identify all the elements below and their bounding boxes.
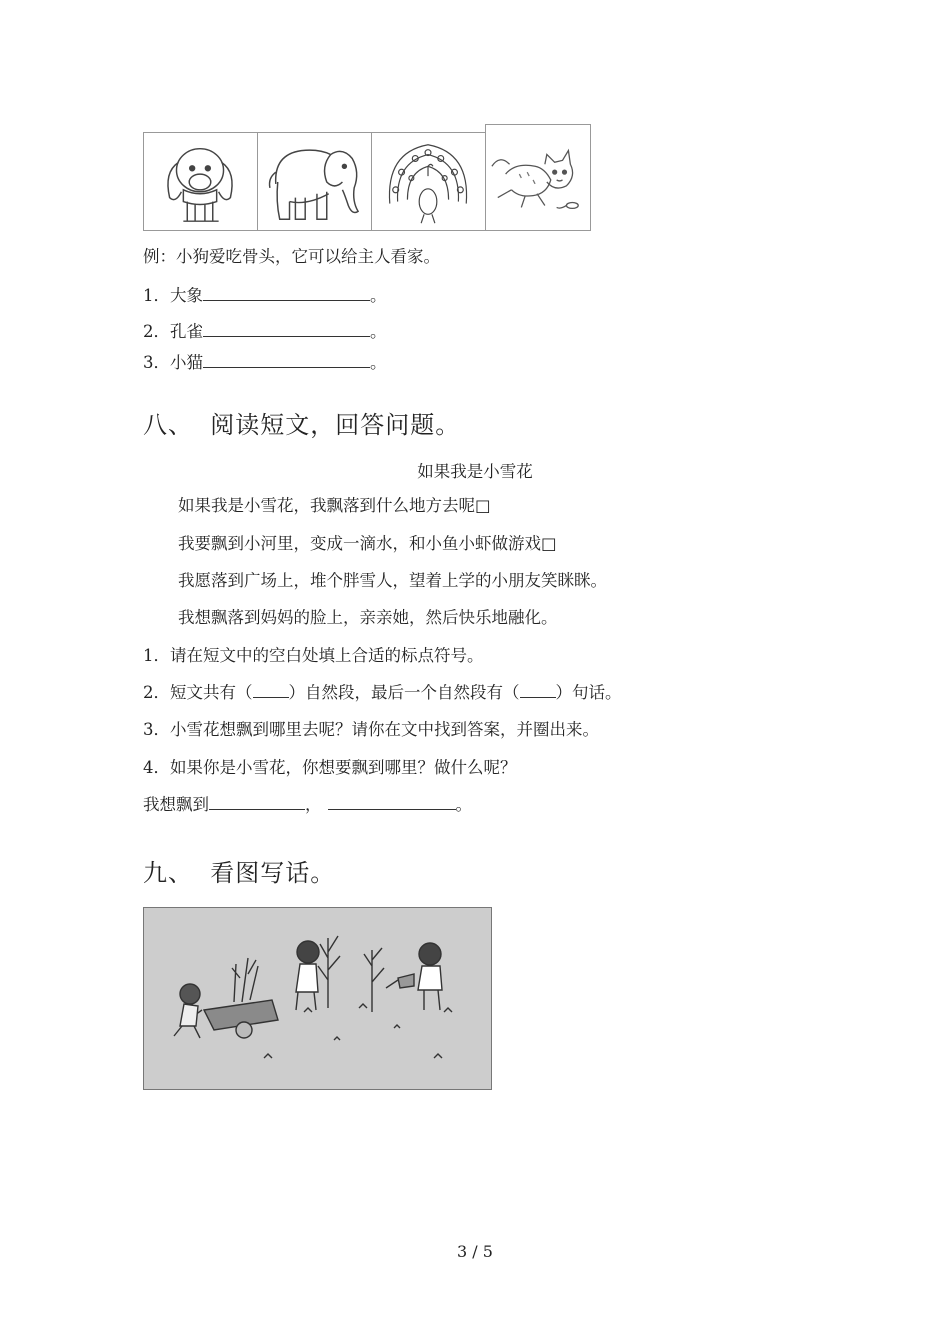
answer-line	[143, 794, 472, 816]
question-3: 3．小雪花想飘到哪里去呢？请你在文中找到答案，并圈出来。	[143, 720, 599, 739]
answer-blank[interactable]	[203, 321, 370, 337]
dog-picture	[143, 132, 258, 231]
page-number: 3 / 5	[457, 1242, 493, 1261]
passage-paragraph-4: 我想飘落到妈妈的脸上，亲亲她，然后快乐地融化。	[178, 608, 558, 627]
activity-blank[interactable]	[328, 794, 456, 810]
question-2-part-c: ）句话。	[555, 683, 622, 702]
answer-comma: ，	[305, 795, 322, 814]
fill-item-3	[143, 352, 387, 374]
fill-item-label: 3．小猫	[143, 353, 203, 372]
question-2-part-a: 2．短文共有（	[143, 683, 253, 702]
dog-illustration	[144, 133, 257, 230]
sentence-count-blank[interactable]	[520, 682, 556, 698]
passage-title-text: 如果我是小雪花	[417, 462, 533, 481]
answer-blank[interactable]	[203, 352, 370, 368]
question-2	[143, 682, 622, 704]
section-heading-9: 九、 看图写话。	[143, 859, 336, 887]
cat-illustration	[486, 125, 590, 230]
fill-item-end: 。	[370, 286, 387, 305]
answer-end: 。	[455, 795, 472, 814]
fill-item-label: 1．大象	[143, 286, 203, 305]
peacock-illustration	[372, 133, 485, 230]
fill-item-end: 。	[370, 322, 387, 341]
answer-blank[interactable]	[203, 285, 370, 301]
fill-item-label: 2．孔雀	[143, 322, 203, 341]
question-4: 4．如果你是小雪花，你想要飘到哪里？做什么呢？	[143, 758, 517, 777]
passage-paragraph-3: 我愿落到广场上，堆个胖雪人，望着上学的小朋友笑眯眯。	[178, 571, 607, 590]
fill-item-end: 。	[370, 353, 387, 372]
passage-paragraph-1: 如果我是小雪花，我飘落到什么地方去呢□	[178, 496, 491, 515]
paragraph-count-blank[interactable]	[253, 682, 289, 698]
fill-item-2	[143, 321, 387, 343]
elephant-picture	[257, 132, 372, 231]
question-1: 1．请在短文中的空白处填上合适的标点符号。	[143, 646, 484, 665]
cat-picture	[485, 124, 591, 231]
tree-planting-picture	[143, 907, 492, 1090]
passage-paragraph-2: 我要飘到小河里，变成一滴水，和小鱼小虾做游戏□	[178, 534, 557, 553]
fill-item-1	[143, 285, 387, 307]
tree-planting-illustration	[144, 908, 492, 1090]
section-heading-8: 八、 阅读短文，回答问题。	[143, 411, 461, 439]
animal-pictures	[143, 124, 591, 231]
question-2-part-b: ）自然段，最后一个自然段有（	[288, 683, 520, 702]
elephant-illustration	[258, 133, 371, 230]
peacock-picture	[371, 132, 486, 231]
answer-prefix: 我想飘到	[143, 795, 209, 814]
passage-title	[0, 458, 950, 482]
example-sentence: 例：小狗爱吃骨头，它可以给主人看家。	[143, 247, 440, 266]
place-blank[interactable]	[209, 794, 305, 810]
